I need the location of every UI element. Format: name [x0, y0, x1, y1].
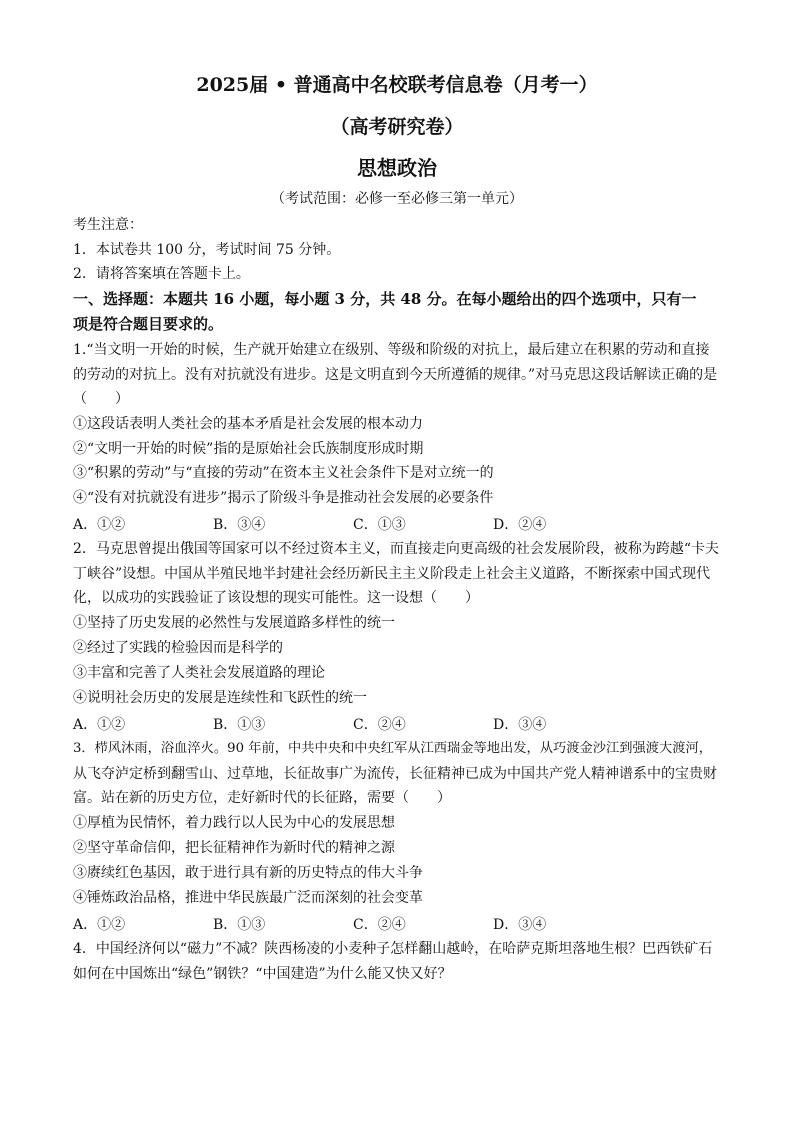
statement-item: ③丰富和完善了人类社会发展道路的理论	[73, 665, 325, 681]
option-c[interactable]: C．②④	[353, 717, 406, 733]
question-1-stem: 的劳动的对抗上。没有对抗就没有进步。这是文明直到今天所遵循的规律。”对马克思这段话解读正确的是	[73, 367, 718, 383]
option-b[interactable]: B．①③	[213, 917, 266, 933]
option-d[interactable]: D．②④	[493, 517, 547, 533]
section-heading: 一、选择题：本题共 16 小题，每小题 3 分，共 48 分。在每小题给出的四个选项中，只有一	[73, 290, 697, 308]
section-heading-cont: 项是符合题目要求的。	[73, 315, 224, 333]
statement-item: ②经过了实践的检验因而是科学的	[73, 640, 283, 656]
statement-item: ④说明社会历史的发展是连续性和飞跃性的统一	[73, 690, 367, 706]
option-b[interactable]: B．①③	[213, 717, 266, 733]
option-d[interactable]: D．③④	[493, 717, 547, 733]
notice-item: 2．请将答案填在答题卡上。	[73, 266, 250, 282]
option-a[interactable]: A．①②	[73, 717, 126, 733]
option-c[interactable]: C．①③	[353, 517, 406, 533]
question-4-stem: 4．中国经济何以“磁力”不减？陕西杨凌的小麦种子怎样翻山越岭，在哈萨克斯坦落地生根？巴西铁矿石	[73, 941, 713, 957]
question-1-stem: 1.“当文明一开始的时候，生产就开始建立在级别、等级和阶级的对抗上，最后建立在积累的劳动和直接	[73, 342, 710, 358]
option-c[interactable]: C．②④	[353, 917, 406, 933]
notice-heading: 考生注意：	[73, 217, 143, 233]
statement-item: ①坚持了历史发展的必然性与发展道路多样性的统一	[73, 615, 395, 631]
notice-item: 1．本试卷共 100 分，考试时间 75 分钟。	[73, 242, 341, 258]
option-a[interactable]: A．①②	[73, 517, 126, 533]
subject-title: 思想政治	[357, 156, 437, 180]
option-a[interactable]: A．①②	[73, 917, 126, 933]
statement-item: ③赓续红色基因，敢于进行具有新的历史特点的伟大斗争	[73, 865, 423, 881]
question-2-options	[73, 714, 723, 732]
statement-item: ②坚守革命信仰，把长征精神作为新时代的精神之源	[73, 840, 395, 856]
statement-item: ③“积累的劳动”与“直接的劳动”在资本主义社会条件下是对立统一的	[73, 465, 494, 481]
question-1-stem: （ ）	[73, 391, 129, 407]
question-1-options	[73, 514, 723, 532]
statement-item: ④“没有对抗就没有进步”揭示了阶级斗争是推动社会发展的必要条件	[73, 490, 494, 506]
option-b[interactable]: B．③④	[213, 517, 266, 533]
option-d[interactable]: D．③④	[493, 917, 547, 933]
question-3-stem: 3．栉风沐雨，浴血淬火。90 年前，中共中央和中央红军从江西瑞金等地出发，从巧渡金沙江到强渡大渡河，	[73, 741, 713, 756]
question-2-stem: 2．马克思曾提出俄国等国家可以不经过资本主义，而直接走向更高级的社会发展阶段，被称为跨越“卡夫	[73, 541, 720, 557]
question-3-options	[73, 914, 723, 932]
exam-subtitle: （高考研究卷）	[330, 116, 464, 138]
statement-item: ①厚植为民情怀，着力践行以人民为中心的发展思想	[73, 815, 395, 831]
question-3-stem: 富。站在新的历史方位，走好新时代的长征路，需要（ ）	[73, 790, 451, 806]
statement-item: ①这段话表明人类社会的基本矛盾是社会发展的根本动力	[73, 416, 423, 432]
question-2-stem: 化，以成功的实践验证了该设想的现实可能性。这一设想（ ）	[73, 590, 479, 606]
exam-title: 2025届 • 普通高中名校联考信息卷（月考一）	[196, 74, 598, 96]
statement-item: ④锤炼政治品格，推进中华民族最广泛而深刻的社会变革	[73, 890, 423, 906]
statement-item: ②“文明一开始的时候”指的是原始社会氏族制度形成时期	[73, 441, 424, 457]
question-2-stem: 丁峡谷”设想。中国从半殖民地半封建社会经历新民主主义阶段走上社会主义道路，不断探索中国式现代	[73, 566, 711, 582]
question-3-stem: 从飞夺泸定桥到翻雪山、过草地，长征故事广为流传，长征精神已成为中国共产党人精神谱系中的宝贵财	[73, 766, 717, 782]
question-4-stem: 如何在中国炼出“绿色”钢铁？“中国建造”为什么能又快又好？	[73, 966, 452, 982]
exam-scope: （考试范围：必修一至必修三第一单元）	[271, 191, 523, 207]
